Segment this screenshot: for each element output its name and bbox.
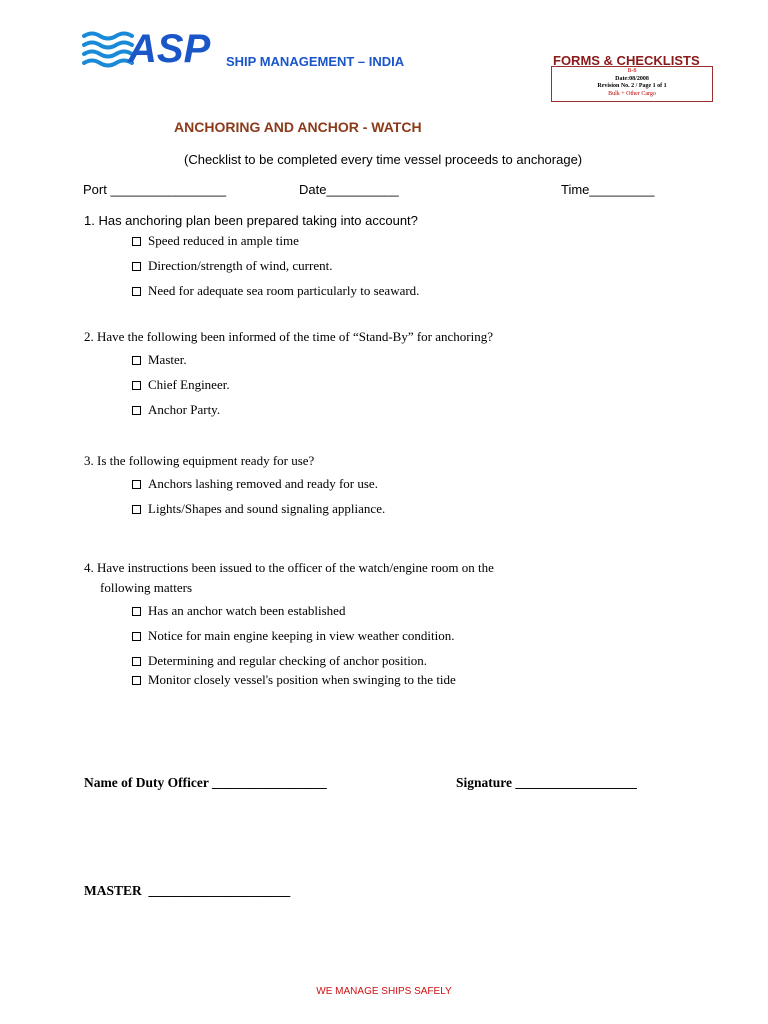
question-2: 2. Have the following been informed of the time of “Stand-By” for anchoring? <box>84 329 494 344</box>
checklist-item[interactable]: Speed reduced in ample time <box>132 233 299 249</box>
checkbox[interactable] <box>132 356 141 365</box>
checkbox[interactable] <box>132 632 141 641</box>
question-4: 4. Have instructions been issued to the officer of the watch/engine room on the <box>84 560 494 575</box>
form-date: Date:08/2008 <box>615 75 649 82</box>
logo-wordmark: ASP <box>128 27 211 68</box>
duty-officer-name-field[interactable]: Name of Duty Officer _________________ <box>84 775 327 790</box>
checklist-item[interactable]: Monitor closely vessel's position when swinging to the tide <box>132 672 456 688</box>
form-vessel-type: Bulk + Other Cargo <box>608 90 656 97</box>
document-subtitle: (Checklist to be completed every time vessel proceeds to anchorage) <box>184 152 583 167</box>
document-title: ANCHORING AND ANCHOR - WATCH <box>174 119 422 135</box>
checkbox[interactable] <box>132 480 141 489</box>
checkbox[interactable] <box>132 381 141 390</box>
form-revision: Revision No. 2 / Page 1 of 1 <box>597 83 667 89</box>
checkbox[interactable] <box>132 657 141 666</box>
checkbox[interactable] <box>132 505 141 514</box>
question-4-continuation: following matters <box>100 580 193 595</box>
date-field[interactable]: Date__________ <box>299 182 399 197</box>
checklist-item[interactable]: Anchor Party. <box>132 402 220 418</box>
checklist-item[interactable]: Lights/Shapes and sound signaling appliance. <box>132 501 385 517</box>
checkbox[interactable] <box>132 237 141 246</box>
checkbox[interactable] <box>132 406 141 415</box>
company-name: SHIP MANAGEMENT – INDIA <box>226 54 405 69</box>
question-1: 1. Has anchoring plan been prepared taking into account? <box>84 213 418 228</box>
checklist-item[interactable]: Notice for main engine keeping in view weather condition. <box>132 628 454 644</box>
checklist-item[interactable]: Has an anchor watch been established <box>132 603 345 619</box>
time-field[interactable]: Time_________ <box>561 182 655 197</box>
checklist-item[interactable]: Chief Engineer. <box>132 377 230 393</box>
question-3: 3. Is the following equipment ready for use? <box>84 453 315 468</box>
footer-slogan: WE MANAGE SHIPS SAFELY <box>316 986 452 997</box>
port-field[interactable]: Port ________________ <box>83 182 227 197</box>
checkbox[interactable] <box>132 287 141 296</box>
master-signature-field[interactable]: MASTER _____________________ <box>84 883 291 898</box>
checklist-item[interactable]: Master. <box>132 352 187 368</box>
checklist-item[interactable]: Need for adequate sea room particularly to seaward. <box>132 283 419 299</box>
form-reference-box <box>551 66 713 102</box>
checklist-item[interactable]: Anchors lashing removed and ready for use. <box>132 476 378 492</box>
checklist-item[interactable]: Determining and regular checking of anchor position. <box>132 653 427 669</box>
checklist-item[interactable]: Direction/strength of wind, current. <box>132 258 332 274</box>
checkbox[interactable] <box>132 607 141 616</box>
checkbox[interactable] <box>132 676 141 685</box>
checkbox[interactable] <box>132 262 141 271</box>
forms-checklists-heading: FORMS & CHECKLISTS <box>553 53 700 68</box>
company-logo <box>82 26 222 68</box>
signature-field[interactable]: Signature __________________ <box>456 775 637 790</box>
form-code: B-8 <box>627 68 637 74</box>
